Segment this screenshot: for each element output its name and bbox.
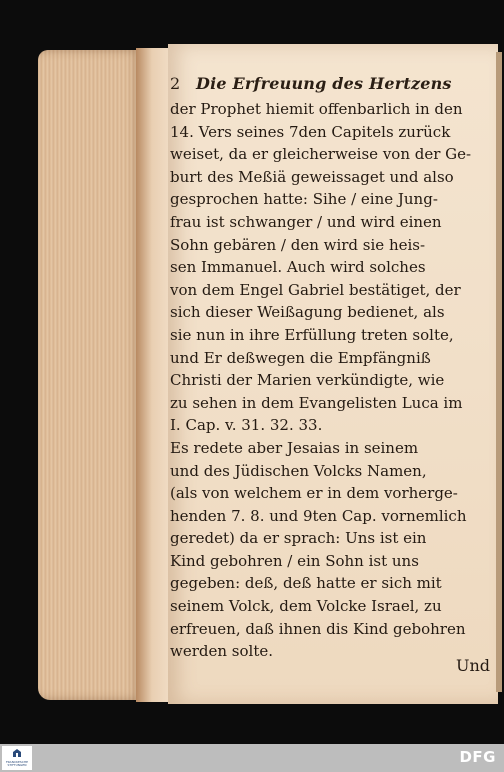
page-edges	[38, 50, 142, 700]
footer-bar	[0, 744, 504, 772]
book	[38, 44, 500, 704]
text-line: frau ist schwanger / und wird einen	[170, 212, 442, 231]
page-header	[170, 74, 490, 98]
text-line: sen Immanuel. Auch wird solches	[170, 258, 426, 277]
text-line: weiset, da er gleicherweise von der Ge-	[170, 145, 472, 164]
library-logo-text: FRANCKESCHE STIFTUNGEN	[5, 760, 29, 768]
text-line: gegeben: deß, deß hatte er sich mit	[170, 574, 442, 593]
text-line: sich dieser Weißagung bedienet, als	[170, 303, 445, 322]
text-line: von dem Engel Gabriel bestätiget, der	[170, 280, 461, 299]
text-line: gesprochen hatte: Sihe / eine Jung-	[170, 190, 438, 209]
text-line: erfreuen, daß ihnen dis Kind gebohren	[170, 619, 466, 638]
text-line: (als von welchem er in dem vorherge-	[170, 484, 458, 503]
text-line: Kind gebohren / ein Sohn ist uns	[170, 551, 419, 570]
text-line: 14. Vers seines 7den Capitels zurück	[170, 122, 451, 141]
text-line: und des Jüdischen Volcks Namen,	[170, 461, 427, 480]
text-line: sie nun in ihre Erfüllung treten solte,	[170, 325, 454, 344]
body-text	[170, 98, 496, 663]
library-logo[interactable]	[2, 746, 32, 770]
right-page-edge	[496, 52, 502, 692]
text-line: Es redete aber Jesaias in seinem	[170, 438, 419, 457]
running-title: Die Erfreuung des Hertzens	[196, 74, 452, 93]
text-line: Sohn gebären / den wird sie heis-	[170, 235, 426, 254]
dfg-logo[interactable]: DFG	[459, 748, 496, 766]
text-line: der Prophet hiemit offenbarlich in den	[170, 100, 463, 118]
text-line: werden solte.	[170, 642, 273, 661]
text-line: geredet) da er sprach: Uns ist ein	[170, 529, 427, 548]
library-emblem-icon	[12, 748, 22, 758]
text-line: henden 7. 8. und 9ten Cap. vornemlich	[170, 506, 467, 525]
text-line: I. Cap. v. 31. 32. 33.	[170, 416, 323, 435]
text-line: seinem Volck, dem Volcke Israel, zu	[170, 597, 442, 616]
page	[168, 44, 498, 704]
page-number: 2	[170, 74, 181, 93]
text-line: burt des Meßiä geweissaget und also	[170, 167, 454, 186]
catchword: Und	[456, 656, 491, 675]
text-line: und Er deßwegen die Empfängniß	[170, 348, 431, 367]
text-line: Christi der Marien verkündigte, wie	[170, 371, 445, 390]
text-line: zu sehen in dem Evangelisten Luca im	[170, 393, 463, 412]
